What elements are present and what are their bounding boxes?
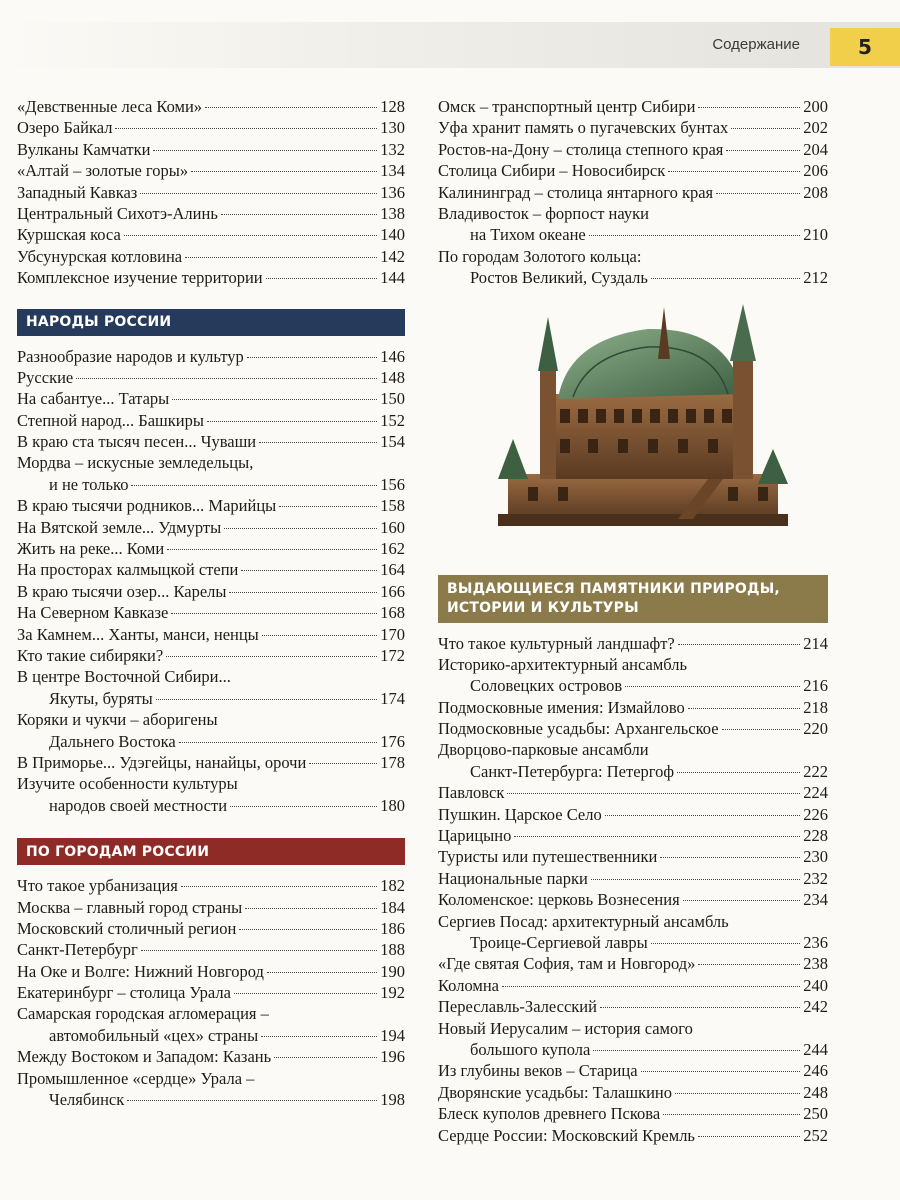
toc-entry-title: Туристы или путешественники — [438, 847, 658, 867]
toc-entry-title: «Алтай – золотые горы» — [17, 161, 189, 181]
toc-entry-title: Челябинск — [49, 1090, 125, 1110]
toc-page-number: 152 — [380, 410, 405, 430]
toc-entry — [17, 1068, 405, 1089]
dot-leader — [259, 442, 377, 443]
toc-entry — [438, 868, 828, 889]
toc-page-number: 158 — [380, 496, 405, 516]
dot-leader — [677, 772, 800, 773]
toc-entry-title: На сабантуе... Татары — [17, 389, 170, 409]
dot-leader — [591, 879, 800, 880]
dot-leader — [698, 964, 800, 965]
toc-entry — [438, 139, 828, 160]
left-column — [17, 96, 405, 1110]
wooden-palace-illustration — [478, 299, 798, 549]
toc-entry — [438, 846, 828, 867]
toc-page-number: 220 — [803, 719, 828, 739]
dot-leader — [675, 1093, 800, 1094]
toc-entry-title: «Девственные леса Коми» — [17, 97, 203, 116]
toc-page-number: 212 — [803, 268, 828, 288]
dot-leader — [309, 763, 377, 764]
toc-entry — [438, 117, 828, 138]
toc-entry — [438, 804, 828, 825]
toc-page-number: 238 — [803, 954, 828, 974]
dot-leader — [185, 257, 377, 258]
dot-leader — [716, 193, 800, 194]
toc-list-top-right — [438, 96, 828, 289]
toc-entry-title: Жить на реке... Коми — [17, 539, 165, 559]
toc-page-number: 248 — [803, 1082, 828, 1102]
dot-leader — [167, 549, 377, 550]
dot-leader — [127, 1100, 377, 1101]
dot-leader — [156, 699, 378, 700]
toc-entry — [17, 346, 405, 367]
toc-entry-title: Московский столичный регион — [17, 918, 237, 938]
toc-entry — [438, 932, 828, 953]
toc-entry-title: Изучите особенности культуры — [17, 774, 238, 794]
dot-leader — [239, 929, 377, 930]
toc-entry-title: Вулканы Камчатки — [17, 139, 151, 159]
toc-page-number: 216 — [803, 676, 828, 696]
toc-entry — [17, 602, 405, 623]
toc-page-number: 144 — [380, 268, 405, 288]
toc-page-number: 194 — [380, 1025, 405, 1045]
toc-page-number: 232 — [803, 868, 828, 888]
dot-leader — [131, 485, 377, 486]
dot-leader — [514, 836, 800, 837]
toc-entry — [438, 697, 828, 718]
dot-leader — [698, 1136, 800, 1137]
toc-entry — [17, 538, 405, 559]
toc-entry-title: Столица Сибири – Новосибирск — [438, 161, 666, 181]
toc-entry-title: На просторах калмыцкой степи — [17, 560, 239, 580]
dot-leader — [660, 857, 800, 858]
toc-entry-title: Коряки и чукчи – аборигены — [17, 710, 218, 730]
toc-page-number: 250 — [803, 1104, 828, 1124]
toc-list-cities — [17, 875, 405, 1110]
toc-page-number: 136 — [380, 182, 405, 202]
toc-entry-title: Коломна — [438, 975, 499, 995]
toc-entry-title: Подмосковные усадьбы: Архангельское — [438, 719, 719, 739]
toc-entry — [438, 825, 828, 846]
toc-entry-title: Куршская коса — [17, 225, 121, 245]
toc-page-number: 206 — [803, 161, 828, 181]
toc-page-number: 182 — [380, 876, 405, 896]
toc-entry-title: По городам Золотого кольца: — [438, 246, 642, 266]
toc-page-number: 166 — [380, 581, 405, 601]
toc-entry — [17, 1089, 405, 1110]
toc-entry-title: Что такое культурный ландшафт? — [438, 633, 675, 653]
dot-leader — [141, 950, 378, 951]
toc-entry-title: Кто такие сибиряки? — [17, 645, 164, 665]
dot-leader — [274, 1057, 377, 1058]
dot-leader — [224, 528, 377, 529]
toc-page-number: 162 — [380, 539, 405, 559]
toc-entry-title: За Камнем... Ханты, манси, ненцы — [17, 624, 259, 644]
toc-page-number: 246 — [803, 1061, 828, 1081]
toc-entry-title: Уфа хранит память о пугачевских бунтах — [438, 118, 729, 138]
dot-leader — [166, 656, 377, 657]
dot-leader — [507, 793, 800, 794]
toc-entry-title: Сергиев Посад: архитектурный ансамбль — [438, 911, 729, 931]
right-column — [438, 96, 828, 1146]
dot-leader — [230, 806, 377, 807]
toc-entry — [17, 388, 405, 409]
toc-entry-title: Соловецких островов — [470, 676, 623, 696]
toc-entry — [17, 517, 405, 538]
dot-leader — [593, 1050, 800, 1051]
section-heading-peoples: НАРОДЫ РОССИИ — [17, 309, 405, 336]
toc-entry-title: Санкт-Петербург — [17, 940, 138, 960]
toc-entry-title: Дальнего Востока — [49, 731, 176, 751]
toc-page-number: 210 — [803, 225, 828, 245]
toc-entry — [438, 1103, 828, 1124]
toc-page-number: 140 — [380, 225, 405, 245]
toc-page-number: 234 — [803, 890, 828, 910]
toc-entry-title: Якуты, буряты — [49, 688, 153, 708]
dot-leader — [245, 908, 377, 909]
toc-entry — [17, 267, 405, 288]
toc-entry — [438, 1039, 828, 1060]
toc-page-number: 156 — [380, 474, 405, 494]
dot-leader — [207, 421, 377, 422]
toc-page-number: 200 — [803, 97, 828, 116]
dot-leader — [234, 993, 377, 994]
toc-entry-title: Екатеринбург – столица Урала — [17, 983, 231, 1003]
toc-entry — [17, 961, 405, 982]
toc-entry-title: Блеск куполов древнего Пскова — [438, 1104, 661, 1124]
toc-entry — [17, 452, 405, 473]
toc-entry — [438, 267, 828, 288]
toc-entry — [438, 1060, 828, 1081]
toc-entry-title: В краю тысячи озер... Карелы — [17, 581, 227, 601]
dot-leader — [663, 1114, 800, 1115]
toc-entry-title: В Приморье... Удэгейцы, нанайцы, орочи — [17, 752, 307, 772]
toc-entry-title: большого купола — [470, 1039, 591, 1059]
toc-entry — [17, 203, 405, 224]
toc-entry — [17, 431, 405, 452]
toc-entry-title: Калининград – столица янтарного края — [438, 182, 714, 202]
toc-entry-title: автомобильный «цех» страны — [49, 1025, 259, 1045]
toc-entry — [438, 160, 828, 181]
dot-leader — [600, 1007, 800, 1008]
toc-entry — [17, 1046, 405, 1067]
toc-page-number: 208 — [803, 182, 828, 202]
toc-page-number: 134 — [380, 161, 405, 181]
toc-page-number: 138 — [380, 203, 405, 223]
toc-entry-title: Из глубины веков – Старица — [438, 1061, 638, 1081]
toc-entry — [438, 953, 828, 974]
toc-entry — [438, 718, 828, 739]
toc-entry — [438, 1018, 828, 1039]
toc-page-number: 202 — [803, 118, 828, 138]
toc-entry-title: В краю ста тысяч песен... Чуваши — [17, 432, 257, 452]
dot-leader — [221, 214, 377, 215]
toc-entry — [438, 1082, 828, 1103]
toc-page-number: 148 — [380, 367, 405, 387]
dot-leader — [172, 399, 377, 400]
toc-entry — [17, 495, 405, 516]
toc-page-number: 160 — [380, 517, 405, 537]
toc-page-number: 130 — [380, 118, 405, 138]
toc-entry — [17, 982, 405, 1003]
toc-entry — [438, 889, 828, 910]
toc-page-number: 230 — [803, 847, 828, 867]
toc-entry — [17, 752, 405, 773]
dot-leader — [205, 107, 377, 108]
toc-entry — [438, 761, 828, 782]
toc-entry-title: Ростов-на-Дону – столица степного края — [438, 139, 724, 159]
toc-page-number: 218 — [803, 697, 828, 717]
section-heading-monuments — [438, 575, 828, 623]
toc-page-number: 154 — [380, 432, 405, 452]
dot-leader — [140, 193, 377, 194]
toc-page-number: 192 — [380, 983, 405, 1003]
toc-entry-title: Павловск — [438, 783, 505, 803]
dot-leader — [262, 635, 377, 636]
dot-leader — [76, 378, 377, 379]
toc-entry-title: народов своей местности — [49, 795, 228, 815]
toc-entry-title: «Где святая София, там и Новгород» — [438, 954, 696, 974]
dot-leader — [651, 943, 801, 944]
toc-entry-title: Национальные парки — [438, 868, 588, 888]
toc-entry-title: Что такое урбанизация — [17, 876, 178, 896]
toc-entry — [17, 688, 405, 709]
toc-entry-title: Подмосковные имения: Измайлово — [438, 697, 685, 717]
section-heading-monuments-line1: ВЫДАЮЩИЕСЯ ПАМЯТНИКИ ПРИРОДЫ, — [447, 580, 780, 597]
toc-page-number: 204 — [803, 139, 828, 159]
toc-entry — [17, 559, 405, 580]
dot-leader — [229, 592, 377, 593]
toc-entry — [438, 633, 828, 654]
wooden-palace-icon — [478, 299, 798, 549]
toc-page-number: 226 — [803, 804, 828, 824]
toc-page-number: 170 — [380, 624, 405, 644]
toc-page-number: 132 — [380, 139, 405, 159]
toc-entry-title: Переславль-Залесский — [438, 997, 597, 1017]
toc-entry-title: Степной народ... Башкиры — [17, 410, 204, 430]
toc-entry — [438, 782, 828, 803]
toc-entry-title: Между Востоком и Западом: Казань — [17, 1047, 272, 1067]
toc-entry-title: Сердце России: Московский Кремль — [438, 1125, 695, 1145]
dot-leader — [115, 128, 377, 129]
dot-leader — [625, 686, 800, 687]
toc-entry — [438, 182, 828, 203]
toc-page-number: 142 — [380, 246, 405, 266]
toc-page-number: 222 — [803, 761, 828, 781]
toc-page-number: 242 — [803, 997, 828, 1017]
header-section-title: Содержание — [712, 36, 800, 53]
dot-leader — [171, 613, 377, 614]
dot-leader — [605, 815, 801, 816]
toc-entry-title: На Оке и Волге: Нижний Новгород — [17, 961, 264, 981]
toc-page-number: 236 — [803, 932, 828, 952]
toc-list-top-left — [17, 96, 405, 289]
toc-page-number: 252 — [803, 1125, 828, 1145]
toc-entry-title: На Вятской земле... Удмурты — [17, 517, 222, 537]
toc-entry — [17, 1025, 405, 1046]
dot-leader — [668, 171, 800, 172]
toc-page-number: 240 — [803, 975, 828, 995]
toc-entry-title: Промышленное «сердце» Урала – — [17, 1068, 255, 1088]
toc-entry — [438, 654, 828, 675]
dot-leader — [641, 1071, 801, 1072]
toc-page-number: 128 — [380, 97, 405, 116]
toc-entry-title: Комплексное изучение территории — [17, 268, 263, 288]
toc-page-number: 176 — [380, 731, 405, 751]
toc-entry — [17, 939, 405, 960]
toc-page-number: 184 — [380, 897, 405, 917]
toc-entry — [438, 911, 828, 932]
toc-entry-title: Омск – транспортный центр Сибири — [438, 97, 696, 116]
toc-entry — [438, 996, 828, 1017]
toc-page-number: 172 — [380, 645, 405, 665]
toc-page-number: 178 — [380, 752, 405, 772]
toc-entry-title: Русские — [17, 367, 74, 387]
toc-page-number: 174 — [380, 688, 405, 708]
dot-leader — [688, 708, 801, 709]
dot-leader — [267, 972, 377, 973]
toc-entry — [17, 624, 405, 645]
toc-list-monuments — [438, 633, 828, 1146]
dot-leader — [651, 278, 800, 279]
toc-entry-title: Царицыно — [438, 826, 512, 846]
toc-page-number: 186 — [380, 918, 405, 938]
toc-entry-title: Разнообразие народов и культур — [17, 346, 244, 366]
toc-entry-title: Пушкин. Царское Село — [438, 804, 602, 824]
toc-entry-title: Санкт-Петербурга: Петергоф — [470, 761, 675, 781]
toc-page-number: 146 — [380, 346, 405, 366]
dot-leader — [502, 986, 800, 987]
toc-page-number: 214 — [803, 633, 828, 653]
dot-leader — [179, 742, 378, 743]
dot-leader — [279, 506, 377, 507]
toc-entry-title: Москва – главный город страны — [17, 897, 243, 917]
toc-page-number: 188 — [380, 940, 405, 960]
toc-entry — [17, 160, 405, 181]
toc-entry-title: Троице-Сергиевой лавры — [470, 932, 648, 952]
toc-entry-title: и не только — [49, 474, 129, 494]
dot-leader — [678, 644, 801, 645]
dot-leader — [191, 171, 377, 172]
toc-entry — [438, 975, 828, 996]
toc-entry-title: Озеро Байкал — [17, 118, 113, 138]
toc-entry — [17, 367, 405, 388]
toc-entry-title: На Северном Кавказе — [17, 603, 169, 623]
toc-entry — [438, 739, 828, 760]
toc-entry — [438, 675, 828, 696]
toc-entry — [17, 410, 405, 431]
dot-leader — [247, 357, 378, 358]
toc-entry-title: Новый Иерусалим – история самого — [438, 1018, 693, 1038]
dot-leader — [124, 235, 377, 236]
dot-leader — [153, 150, 377, 151]
dot-leader — [731, 128, 800, 129]
dot-leader — [266, 278, 378, 279]
toc-entry-title: В центре Восточной Сибири... — [17, 667, 231, 687]
toc-page-number: 150 — [380, 389, 405, 409]
toc-entry — [17, 795, 405, 816]
toc-entry — [438, 203, 828, 224]
dot-leader — [683, 900, 801, 901]
toc-entry — [17, 731, 405, 752]
toc-entry-title: Самарская городская агломерация – — [17, 1004, 269, 1024]
toc-entry-title: на Тихом океане — [470, 225, 586, 245]
dot-leader — [726, 150, 800, 151]
toc-entry — [17, 773, 405, 794]
toc-entry — [17, 117, 405, 138]
toc-entry-title: Ростов Великий, Суздаль — [470, 268, 648, 288]
toc-page-number: 164 — [380, 560, 405, 580]
toc-page-number: 180 — [380, 795, 405, 815]
toc-page-number: 244 — [803, 1039, 828, 1059]
toc-entry — [17, 1003, 405, 1024]
toc-page-number: 198 — [380, 1090, 405, 1110]
toc-page-number: 190 — [380, 961, 405, 981]
section-heading-cities: ПО ГОРОДАМ РОССИИ — [17, 838, 405, 865]
toc-entry-title: Дворцово-парковые ансамбли — [438, 740, 649, 760]
toc-entry — [17, 897, 405, 918]
dot-leader — [589, 235, 800, 236]
toc-list-peoples — [17, 346, 405, 817]
toc-entry — [17, 645, 405, 666]
toc-entry — [438, 96, 828, 117]
toc-entry — [17, 182, 405, 203]
dot-leader — [181, 886, 377, 887]
toc-entry-title: В краю тысячи родников... Марийцы — [17, 496, 277, 516]
toc-entry — [17, 139, 405, 160]
toc-entry — [438, 1125, 828, 1146]
dot-leader — [722, 729, 801, 730]
dot-leader — [241, 570, 377, 571]
toc-entry — [17, 96, 405, 117]
toc-entry-title: Историко-архитектурный ансамбль — [438, 654, 688, 674]
toc-entry — [17, 875, 405, 896]
toc-entry — [438, 246, 828, 267]
toc-entry-title: Коломенское: церковь Вознесения — [438, 890, 680, 910]
toc-entry — [17, 246, 405, 267]
toc-entry — [17, 666, 405, 687]
page-number-tab: 5 — [830, 28, 900, 66]
toc-page-number: 196 — [380, 1047, 405, 1067]
dot-leader — [261, 1036, 377, 1037]
toc-entry-title: Убсунурская котловина — [17, 246, 183, 266]
toc-entry — [17, 709, 405, 730]
toc-entry — [438, 224, 828, 245]
dot-leader — [698, 107, 800, 108]
toc-page-number: 224 — [803, 783, 828, 803]
toc-entry — [17, 224, 405, 245]
toc-entry-title: Владивосток – форпост науки — [438, 203, 649, 223]
toc-entry-title: Центральный Сихотэ-Алинь — [17, 203, 218, 223]
section-heading-monuments-line2: ИСТОРИИ И КУЛЬТУРЫ — [447, 599, 639, 616]
toc-entry — [17, 581, 405, 602]
toc-page-number: 168 — [380, 603, 405, 623]
toc-entry-title: Западный Кавказ — [17, 182, 138, 202]
toc-entry-title: Мордва – искусные земледельцы, — [17, 453, 254, 473]
toc-page-number: 228 — [803, 826, 828, 846]
toc-entry-title: Дворянские усадьбы: Талашкино — [438, 1082, 673, 1102]
toc-entry — [17, 474, 405, 495]
toc-entry — [17, 918, 405, 939]
